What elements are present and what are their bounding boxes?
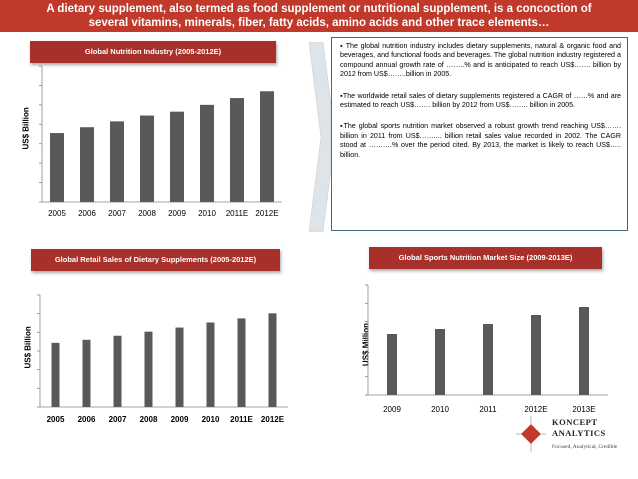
chart3-bar-2009 [387,334,397,395]
chart2-bar-2005 [52,343,60,407]
chart2-x-tick-label: 2008 [139,415,158,424]
chart2-x-tick-label: 2010 [201,415,220,424]
chart1-bar-2009 [170,112,184,202]
logo-line-1: KONCEPT [552,417,598,427]
chart2-bar-2006 [83,340,91,407]
chart2-bar-2009 [176,328,184,407]
chart2-x-tick-label: 2012E [260,415,285,424]
chart1-bar-2006 [80,127,94,202]
chart1-bar-2008 [140,116,154,202]
chart1-x-tick-label: 2006 [78,209,96,218]
chart2-x-tick-label: 2011E [230,415,253,424]
chart2-svg [40,295,288,430]
chart1-x-tick-label: 2012E [255,209,279,218]
chart3-x-tick-label: 2011 [479,405,497,414]
chart1-ylabel: US$ Billion [21,107,31,150]
chart1-title: Global Nutrition Industry (2005-2012E) [84,47,222,56]
chart2-bar-2011E [238,318,246,407]
summary-paragraph-1: ▪ The global nutrition industry includes dietary supplements, natural & organic food and beverages, and functional foods and beverages. The global nutrition industry registered a compound annual growth rate of ……..% and is anticipated to reach US$……. billion by 2012 from US$……..billion in 2005. [340,42,621,79]
chart2-title: Global Retail Sales of Dietary Supplements (2005-2012E) [54,255,257,264]
chart2-ylabel: US$ Billion [23,326,33,369]
chart3-ylabel: US$ Million [361,322,371,367]
chart1-x-tick-label: 2007 [108,209,126,218]
chart1-x-tick-label: 2009 [168,209,186,218]
chart1-bar-2010 [200,105,214,202]
logo-mark-icon [514,414,548,454]
title-band [0,0,638,32]
chart3-bar-2010 [435,329,445,395]
chart1-x-tick-label: 2005 [48,209,66,218]
summary-panel [331,37,628,231]
chart1 [42,66,282,226]
chart2-x-tick-label: 2006 [77,415,96,424]
chart1-x-tick-label: 2008 [138,209,156,218]
chart1-x-tick-label: 2010 [198,209,216,218]
chart3-x-tick-label: 2012E [524,405,548,414]
chart2-bar-2010 [207,322,215,407]
chart3-svg [368,285,614,420]
chart3-title: Global Sports Nutrition Market Size (2009-2013E) [398,253,573,262]
chart1-x-tick-label: 2011E [225,209,249,218]
chart3-x-tick-label: 2010 [431,405,449,414]
chart2 [40,295,288,430]
chart2-bar-2012E [269,313,277,407]
logo-tagline: Focused, Analytical, Credible [552,444,618,450]
chart1-bar-2012E [260,91,274,202]
logo-line-2: ANALYTICS [552,428,606,438]
headline-line-1: A dietary supplement, also termed as food supplement or nutritional supplement, is a concoction of [46,3,592,15]
summary-paragraph-2: ▪The worldwide retail sales of dietary supplements registered a CAGR of ……% and are estimated to reach US$……. billion by 2012 from US$…….. billion in 2005. [340,91,621,110]
chart2-x-tick-label: 2005 [46,415,65,424]
chart1-header [30,41,276,63]
chart3-bar-2011 [483,324,493,395]
chart2-bar-2008 [145,332,153,407]
chart1-bar-2011E [230,98,244,202]
logo-wordmark [552,417,606,439]
summary-paragraph-3: ▪The global sports nutrition market observed a robust growth trend reaching US$……. billion in 2011 from US$…….... billion retail sales value recorded in 2002. The CAGR stood at ……….% over the period cited. By 2013, the market is likely to reach US$….. billion. [340,122,621,159]
chart2-bar-2007 [114,336,122,407]
chart3-bar-2013E [579,307,589,395]
chart1-svg [42,66,282,226]
chart2-x-tick-label: 2007 [108,415,127,424]
chart2-x-tick-label: 2009 [170,415,189,424]
company-logo [510,414,630,470]
chart1-bar-2007 [110,121,124,202]
chart3-x-tick-label: 2013E [572,405,596,414]
chart2-header [31,249,280,271]
chart3-x-tick-label: 2009 [383,405,401,414]
chart3 [368,285,614,420]
chart3-header [369,247,602,269]
chart3-bar-2012E [531,315,541,395]
chart1-bar-2005 [50,133,64,202]
headline-line-2: several vitamins, minerals, fiber, fatty acids, amino acids and other trace elements… [88,17,550,29]
